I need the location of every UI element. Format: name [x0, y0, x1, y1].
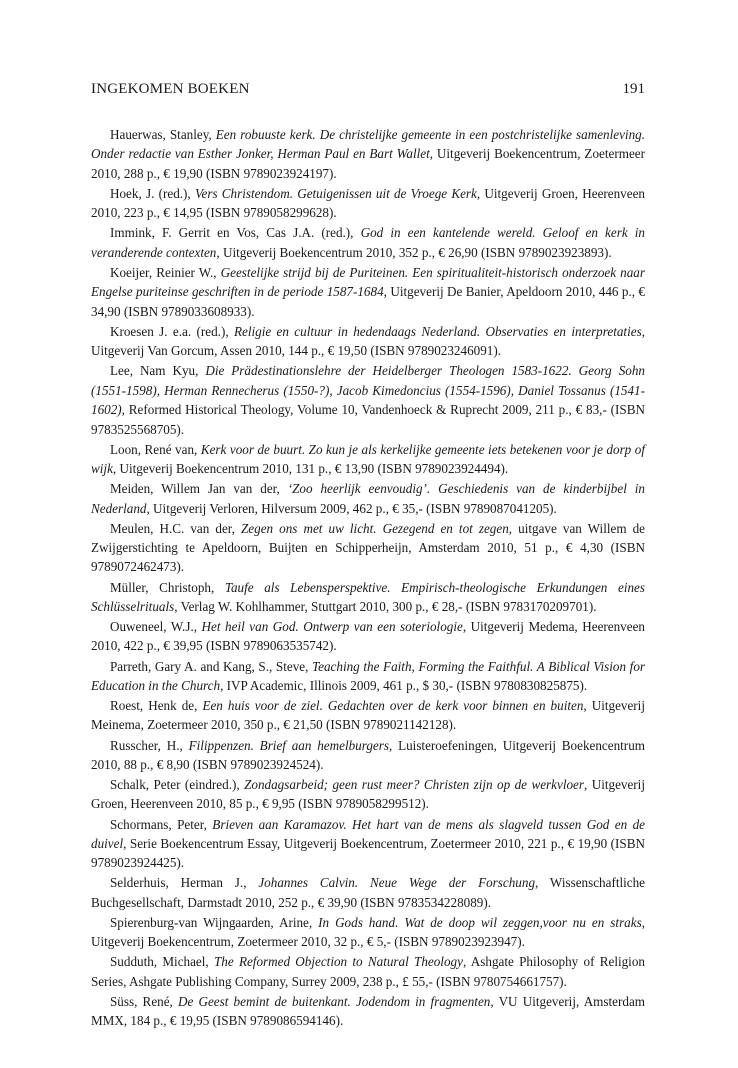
entry-author: Schormans, Peter,: [110, 816, 213, 832]
entry-title: Zondagsarbeid; geen rust meer? Christen zijn op de werkvloer: [244, 777, 584, 793]
entry-title: Brieven aan Karamazov. Het hart van de mens als slagveld tussen God en de duivel: [91, 816, 645, 851]
entry-author: Russcher, H.,: [110, 737, 189, 753]
running-header: [91, 78, 645, 100]
entry-details: , Uitgeverij Boekencentrum, Zoetermeer 2010, 32 p., € 5,- (ISBN 9789023923947).: [91, 914, 645, 950]
entry-details: , Uitgeverij De Banier, Apeldoorn 2010, 446 p., € 34,90 (ISBN 9789033608933).: [91, 284, 645, 319]
entry-author: Kroesen J. e.a. (red.),: [110, 323, 234, 339]
page-number: 191: [622, 81, 645, 97]
entry-author: Meiden, Willem Jan van der,: [110, 481, 288, 497]
entry-title: Vers Christendom. Getuigenissen uit de Vroege Kerk: [194, 185, 477, 201]
entry-title: Religie en cultuur in hedendaags Nederland. Observaties en interpretaties: [233, 323, 642, 339]
book-entry: [91, 578, 645, 617]
entry-author: Immink, F. Gerrit en Vos, Cas J.A. (red.),: [110, 225, 361, 241]
entry-title: Teaching the Faith, Forming the Faithful. A Biblical Vision for Education in the Church: [91, 658, 646, 693]
book-entry: [91, 322, 645, 361]
entry-author: Müller, Christoph,: [110, 579, 225, 595]
entry-title: Die Prädestinationslehre der Heidelberger Theologen 1583-1622. Georg Sohn (1551-1598), Herman Rennecherus (1550-?), Jacob Kimedoncius (1554-1596), Daniel Tossanus (1541-1602): [91, 363, 645, 418]
book-entry: [91, 440, 645, 479]
entry-details: , Verlag W. Kohlhammer, Stuttgart 2010, 300 p., € 28,- (ISBN 9783170209701).: [174, 598, 597, 614]
entry-title: De Geest bemint de buitenkant. Jodendom in fragmenten: [178, 993, 491, 1009]
entry-author: Sudduth, Michael,: [110, 954, 214, 970]
entry-title: Taufe als Lebensperspektive. Empirisch-theologische Erkundungen eines Schlüsselrituals: [91, 579, 645, 614]
entry-details: , Serie Boekencentrum Essay, Uitgeverij Boekencentrum, Zoetermeer 2010, 221 p., € 19,90 (ISBN 9789023924425).: [91, 835, 645, 871]
entry-title: Het heil van God. Ontwerp van een soteriologie: [201, 619, 463, 635]
entry-details: , Uitgeverij Boekencentrum 2010, 131 p., € 13,90 (ISBN 9789023924494).: [112, 461, 509, 477]
entry-details: , Uitgeverij Van Gorcum, Assen 2010, 144 p., € 19,50 (ISBN 9789023246091).: [91, 323, 645, 359]
book-entry: [91, 617, 645, 656]
entry-author: Meulen, H.C. van der,: [110, 520, 241, 536]
entry-author: Süss, René,: [110, 993, 178, 1009]
book-entry: [91, 992, 645, 1031]
book-entry: [91, 873, 645, 912]
entry-details: , VU Uitgeverij, Amsterdam MMX, 184 p., € 19,95 (ISBN 9789086594146).: [91, 993, 646, 1029]
entry-author: Parreth, Gary A. and Kang, S., Steve,: [110, 658, 313, 674]
entry-author: Schalk, Peter (eindred.),: [110, 777, 245, 793]
entry-author: Hauerwas, Stanley,: [110, 127, 216, 142]
book-entry: [91, 657, 645, 696]
entry-details: , Uitgeverij Groen, Heerenveen 2010, 223 p., € 14,95 (ISBN 9789058299628).: [91, 185, 645, 221]
book-list: [91, 125, 645, 1031]
entry-title: Geestelijke strijd bij de Puriteinen. Een spiritualiteit-historisch onderzoek naar Engelse puriteinse geschriften in de periode 1587-1684: [91, 264, 645, 300]
entry-details: , Uitgeverij Boekencentrum, Zoetermeer 2010, 288 p., € 19,90 (ISBN 9789023924197).: [91, 146, 645, 181]
book-entry: [91, 223, 645, 262]
entry-title: ‘Zoo heerlijk eenvoudig’. Geschiedenis van de kinderbijbel in Nederland: [91, 481, 645, 516]
entry-details: , Uitgeverij Verloren, Hilversum 2009, 462 p., € 35,- (ISBN 9789087041205).: [146, 500, 557, 516]
entry-details: , Luisteroefeningen, Uitgeverij Boekencentrum 2010, 88 p., € 8,90 (ISBN 9789023924524).: [91, 737, 645, 772]
book-entry: [91, 736, 645, 775]
book-entry: [91, 815, 645, 873]
book-entry: [91, 479, 645, 518]
book-entry: [91, 184, 645, 223]
book-entry: [91, 361, 645, 439]
entry-details: , Uitgeverij Groen, Heerenveen 2010, 85 p., € 9,95 (ISBN 9789058299512).: [91, 777, 645, 812]
entry-title: The Reformed Objection to Natural Theology: [213, 954, 463, 970]
book-entry: [91, 125, 645, 183]
entry-details: , Uitgeverij Medema, Heerenveen 2010, 422 p., € 39,95 (ISBN 9789063535742).: [91, 619, 645, 654]
entry-author: Selderhuis, Herman J.,: [110, 875, 259, 891]
book-entry: [91, 263, 645, 321]
entry-details: , IVP Academic, Illinois 2009, 461 p., $ 30,- (ISBN 9780830825875).: [220, 677, 588, 693]
entry-title: God in een kantelende wereld. Geloof en kerk in veranderende contexten: [91, 225, 645, 260]
entry-author: Koeijer, Reinier W.,: [110, 264, 221, 280]
entry-details: , Wissenschaftliche Buchgesellschaft, Darmstadt 2010, 252 p., € 39,90 (ISBN 9783534228089).: [91, 875, 646, 910]
book-entry: [91, 519, 645, 577]
entry-details: , Ashgate Philosophy of Religion Series, Ashgate Publishing Company, Surrey 2009, 238 p., £ 55,- (ISBN 9780754661757).: [91, 954, 645, 989]
entry-title: Filippenzen. Brief aan hemelburgers: [188, 737, 389, 753]
entry-title: In Gods hand. Wat de doop wil zeggen,voor nu en straks: [318, 914, 642, 930]
book-entry: [91, 952, 645, 991]
entry-details: , Reformed Historical Theology, Volume 10, Vandenhoeck & Ruprecht 2009, 211 p., € 83,- (ISBN 9783525568705).: [91, 402, 645, 437]
book-entry: [91, 913, 645, 952]
entry-details: , Uitgeverij Meinema, Zoetermeer 2010, 350 p., € 21,50 (ISBN 9789021142128).: [91, 698, 645, 733]
entry-title: Zegen ons met uw licht. Gezegend en tot zegen: [241, 520, 509, 536]
entry-author: Lee, Nam Kyu,: [110, 363, 206, 379]
entry-title: Een huis voor de ziel. Gedachten over de kerk voor binnen en buiten: [202, 698, 584, 714]
entry-author: Ouweneel, W.J.,: [110, 619, 202, 635]
entry-author: Spierenburg-van Wijngaarden, Arine,: [110, 914, 319, 930]
entry-details: , uitgave van Willem de Zwijgerstichting te Apeldoorn, Buijten en Schipperheijn, Amsterdam 2010, 51 p., € 4,30 (ISBN 9789072462473).: [91, 520, 646, 575]
entry-details: , Uitgeverij Boekencentrum 2010, 352 p., € 26,90 (ISBN 9789023923893).: [216, 244, 612, 260]
entry-author: Hoek, J. (red.),: [110, 185, 195, 201]
entry-title: Een robuuste kerk. De christelijke gemeente in een postchristelijke samenleving. Onder redactie van Esther Jonker, Herman Paul en Bart Wallet: [91, 127, 645, 162]
book-entry: [91, 775, 645, 814]
entry-title: Kerk voor de buurt. Zo kun je als kerkelijke gemeente iets betekenen voor je dorp of wijk: [91, 441, 645, 477]
entry-title: Johannes Calvin. Neue Wege der Forschung: [258, 875, 536, 891]
entry-author: Roest, Henk de,: [110, 698, 203, 714]
book-entry: [91, 696, 645, 735]
section-title: INGEKOMEN BOEKEN: [91, 81, 250, 97]
entry-author: Loon, René van,: [110, 441, 201, 457]
